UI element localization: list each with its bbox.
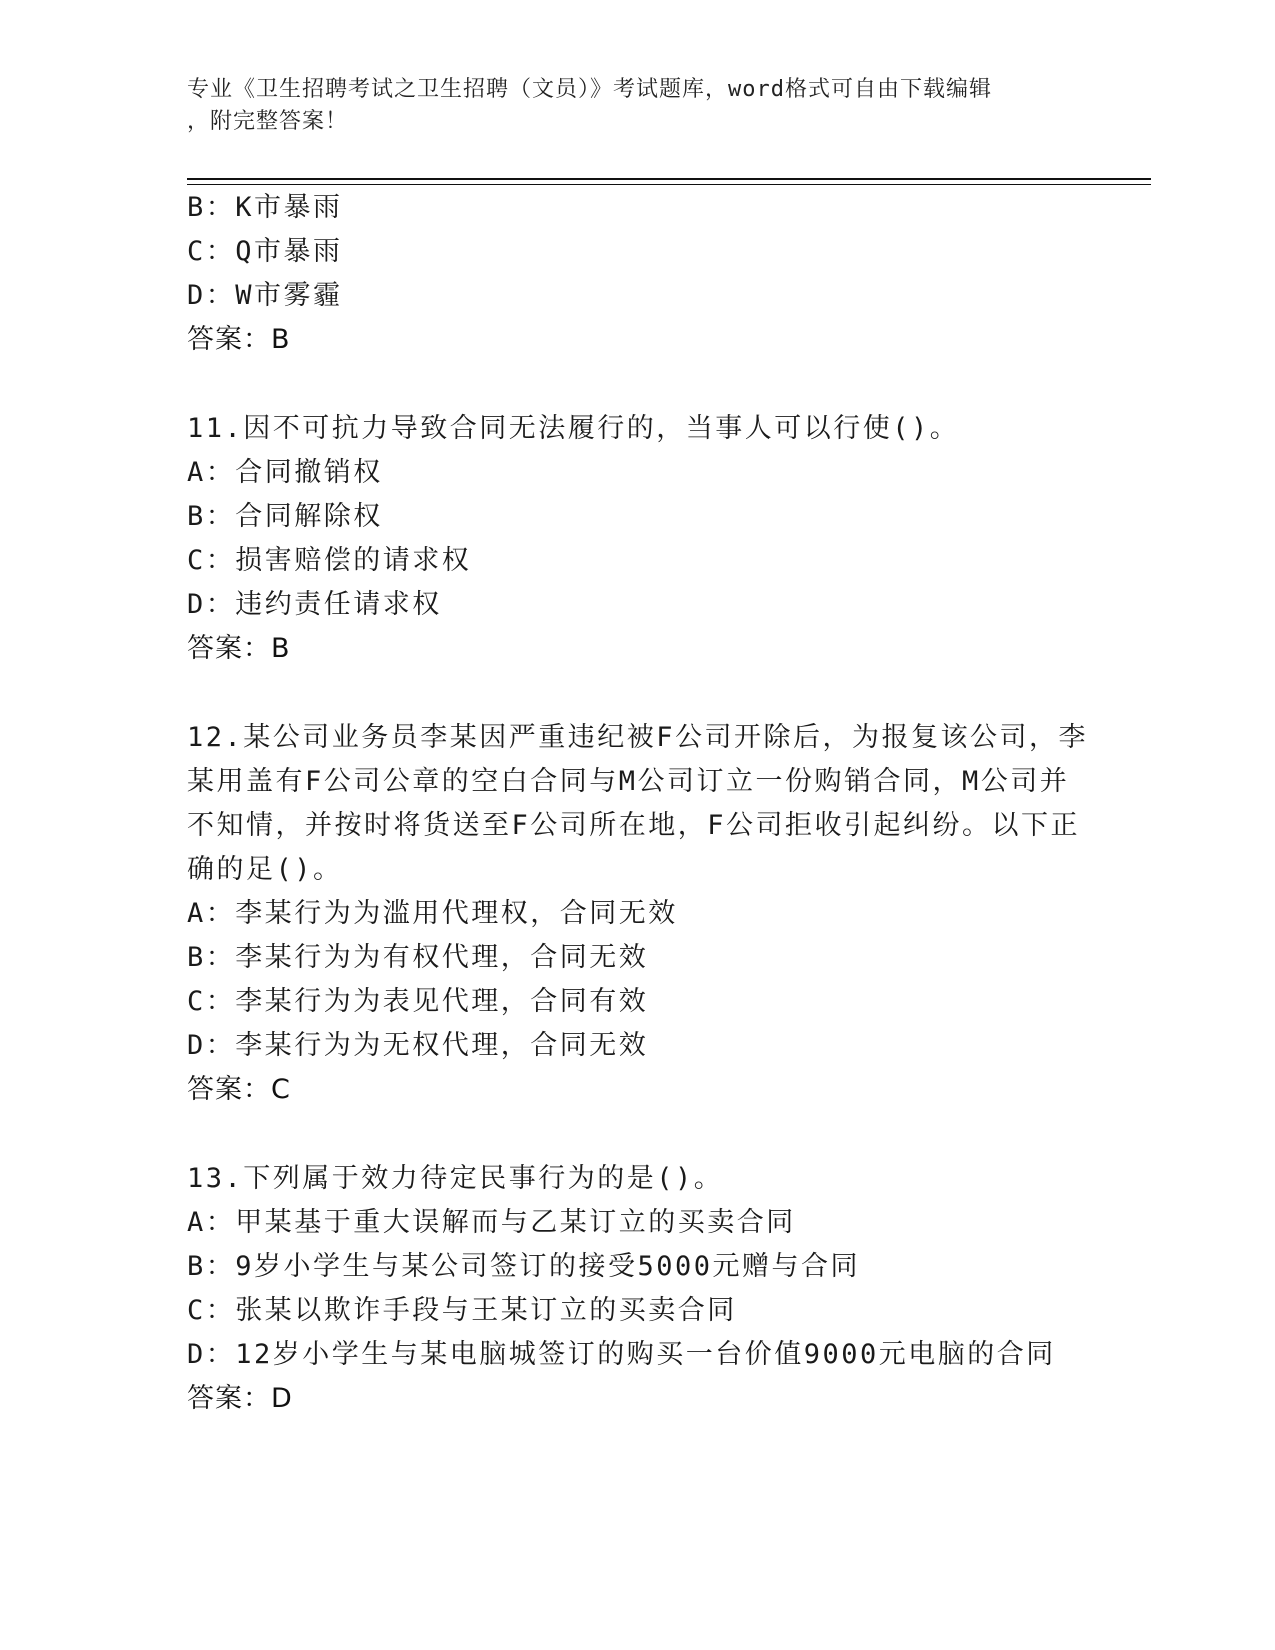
q13-option-a: A：甲某基于重大误解而与乙某订立的买卖合同 bbox=[187, 1207, 796, 1238]
q12-stem-line-2: 某用盖有F公司公章的空白合同与M公司订立一份购销合同，M公司并 bbox=[187, 766, 1070, 797]
q12-option-b: B：李某行为为有权代理，合同无效 bbox=[187, 942, 649, 973]
header-divider-thin bbox=[187, 184, 1151, 185]
header-divider-thick bbox=[187, 178, 1151, 180]
q12-stem-line-3: 不知情，并按时将货送至F公司所在地，F公司拒收引起纠纷。以下正 bbox=[187, 810, 1081, 841]
q11-option-b: B：合同解除权 bbox=[187, 501, 383, 532]
document-header bbox=[187, 74, 1087, 138]
q12-stem-line-4: 确的足()。 bbox=[187, 854, 343, 885]
q12-option-c: C：李某行为为表见代理，合同有效 bbox=[187, 986, 649, 1017]
q10-option-c: C：Q市暴雨 bbox=[187, 236, 343, 267]
q11-stem: 11.因不可抗力导致合同无法履行的，当事人可以行使()。 bbox=[187, 413, 960, 444]
header-line-2: ，附完整答案！ bbox=[187, 109, 349, 134]
header-line-1: 专业《卫生招聘考试之卫生招聘（文员）》考试题库，word格式可自由下载编辑 bbox=[187, 77, 992, 102]
q13-option-d: D：12岁小学生与某电脑城签订的购买一台价值9000元电脑的合同 bbox=[187, 1339, 1056, 1370]
q11-option-c: C：损害赔偿的请求权 bbox=[187, 545, 472, 576]
q12-option-d: D：李某行为为无权代理，合同无效 bbox=[187, 1030, 649, 1061]
q11-answer: 答案：B bbox=[187, 633, 291, 664]
q10-option-b: B：K市暴雨 bbox=[187, 192, 343, 223]
q10-option-d: D：W市雾霾 bbox=[187, 280, 343, 311]
q13-stem: 13.下列属于效力待定民事行为的是()。 bbox=[187, 1163, 724, 1194]
q11-option-d: D：违约责任请求权 bbox=[187, 589, 442, 620]
q12-stem-line-1: 12.某公司业务员李某因严重违纪被F公司开除后，为报复该公司，李 bbox=[187, 722, 1089, 753]
q10-answer: 答案：B bbox=[187, 324, 291, 355]
q13-option-b: B：9岁小学生与某公司签订的接受5000元赠与合同 bbox=[187, 1251, 861, 1282]
q12-answer: 答案：C bbox=[187, 1074, 291, 1105]
q12-option-a: A：李某行为为滥用代理权，合同无效 bbox=[187, 898, 678, 929]
q13-answer: 答案：D bbox=[187, 1383, 293, 1414]
q13-option-c: C：张某以欺诈手段与王某订立的买卖合同 bbox=[187, 1295, 737, 1326]
q11-option-a: A：合同撤销权 bbox=[187, 457, 383, 488]
